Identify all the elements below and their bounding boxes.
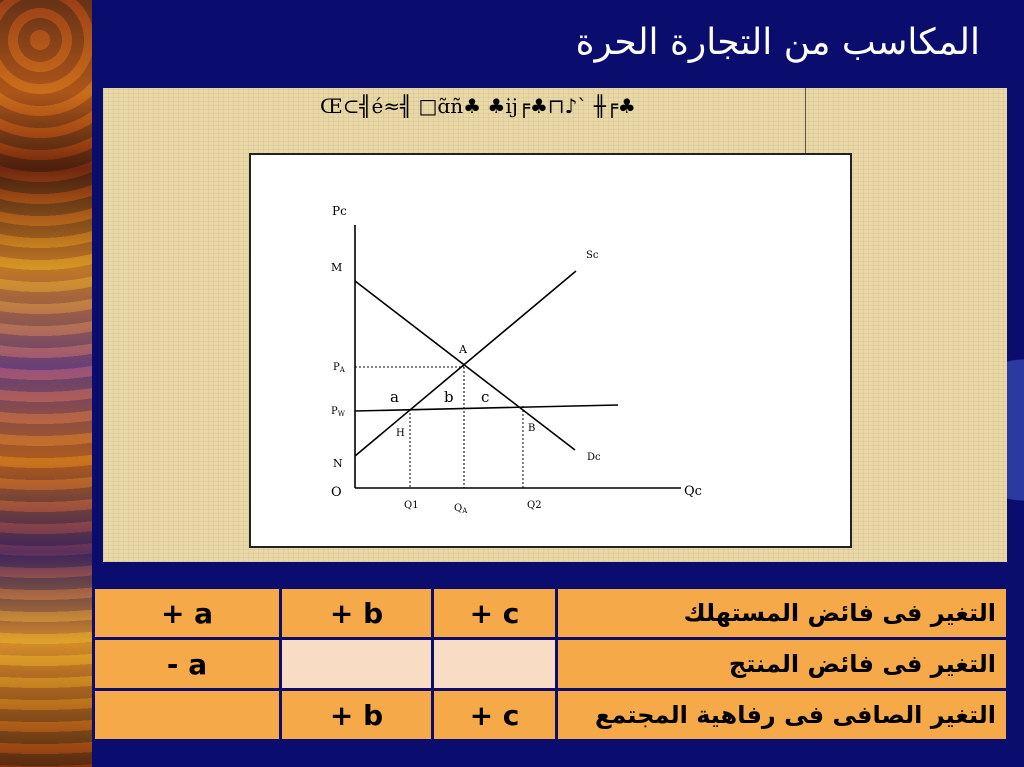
price-label-pa	[333, 362, 346, 374]
pw-subscript: W	[337, 410, 345, 418]
pw-main: P	[331, 406, 338, 417]
cell-b	[281, 639, 433, 690]
point-label-h: H	[396, 428, 405, 439]
point-label-b: B	[528, 423, 536, 434]
demand-curve	[355, 281, 575, 450]
qa-main: Q	[454, 503, 463, 514]
demand-curve-label: Dc	[587, 452, 601, 463]
cell-a	[94, 690, 281, 741]
row-label: التغير الصافى فى رفاهية المجتمع	[557, 690, 1008, 741]
qa-subscript: A	[462, 507, 468, 515]
table-row	[94, 588, 1008, 639]
cell-b: + b	[281, 588, 433, 639]
area-label-b: b	[444, 388, 454, 406]
panel-divider	[805, 88, 806, 156]
cell-a: - a	[94, 639, 281, 690]
x-axis-label: Qc	[684, 484, 702, 499]
cell-b: + b	[281, 690, 433, 741]
left-decorative-strip	[0, 0, 92, 767]
cell-c: + c	[433, 690, 557, 741]
y-axis-label: Pc	[332, 204, 347, 218]
origin-label: O	[331, 485, 342, 500]
pa-main: P	[333, 362, 340, 373]
supply-curve-label: Sc	[586, 250, 599, 261]
area-label-a: a	[390, 388, 399, 406]
point-label-a: A	[459, 343, 467, 356]
supply-curve	[355, 271, 576, 456]
row-label: التغير فى فائض المستهلك	[557, 588, 1008, 639]
quantity-label-q2: Q2	[527, 500, 542, 511]
slide-title: المكاسب من التجارة الحرة	[575, 22, 980, 63]
table-row	[94, 639, 1008, 690]
pa-subscript: A	[339, 366, 345, 374]
row-label: التغير فى فائض المنتج	[557, 639, 1008, 690]
cell-c	[433, 639, 557, 690]
price-label-pw	[331, 406, 346, 418]
diagram-svg	[251, 155, 850, 546]
cell-c: + c	[433, 588, 557, 639]
welfare-summary-table	[92, 586, 1009, 742]
table-row	[94, 690, 1008, 741]
cell-a: + a	[94, 588, 281, 639]
price-label-n: N	[333, 457, 343, 470]
quantity-label-q1: Q1	[404, 500, 419, 511]
quantity-label-qa	[454, 503, 468, 515]
area-label-c: c	[481, 388, 490, 406]
garbled-heading: Œ⊂╣é≈╣ □ɑ̃ñ♣ ♣ij╒♣⊓♪` ╫╒♣	[320, 94, 636, 118]
price-label-m: M	[331, 261, 343, 274]
supply-demand-diagram	[249, 153, 852, 548]
